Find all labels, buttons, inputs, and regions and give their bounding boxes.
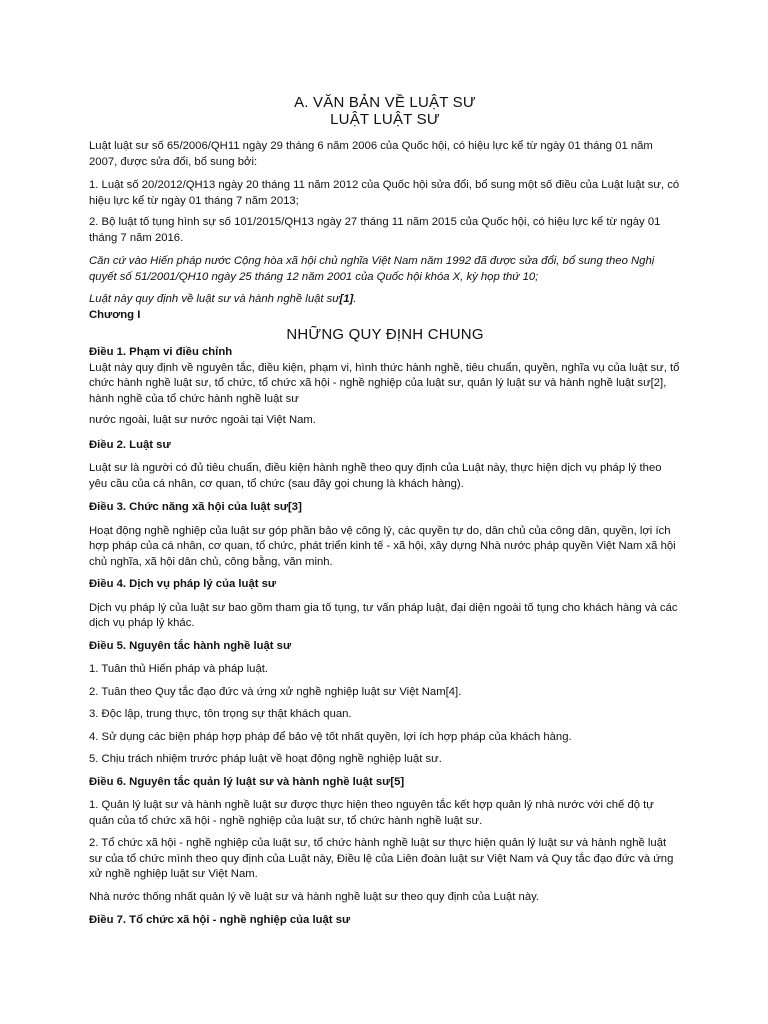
article-5-item: 4. Sử dụng các biện pháp hợp pháp để bảo vệ tốt nhất quyền, lợi ích hợp pháp của khách hàng. [89, 730, 572, 743]
heading-law-title: LUẬT LUẬT SƯ [330, 111, 440, 128]
document-content [89, 0, 681, 929]
article-6-item: Nhà nước thống nhất quản lý về luật sư và hành nghề luật sư theo quy định của Luật này. [89, 890, 540, 903]
scope-text: Luật này quy định về luật sư và hành nghề luật sư [89, 293, 340, 305]
chapter-label: Chương I [89, 308, 141, 321]
legal-basis: Căn cứ vào Hiến pháp nước Cộng hòa xã hội chủ nghĩa Việt Nam năm 1992 đã được sửa đổi, bổ sung theo Nghị quyết số 51/2001/QH10 ngày 25 tháng 12 năm 2001 của Quốc hội khóa X, kỳ họp thứ 10; [89, 255, 655, 283]
article-5-item: 2. Tuân theo Quy tắc đạo đức và ứng xử nghề nghiệp luật sư Việt Nam[4]. [89, 685, 462, 698]
article-4-title: Điều 4. Dịch vụ pháp lý của luật sư [89, 578, 277, 590]
amendment-2: 2. Bộ luật tố tụng hình sự số 101/2015/QH13 ngày 27 tháng 11 năm 2015 của Quốc hội, có hiệu lực kể từ ngày 01 tháng 7 năm 2016. [89, 216, 661, 244]
article-6-title: Điều 6. Nguyên tắc quản lý luật sư và hành nghề luật sư[5] [89, 775, 405, 788]
article-1-title: Điều 1. Phạm vi điều chỉnh [89, 346, 233, 358]
amendment-1: 1. Luật số 20/2012/QH13 ngày 20 tháng 11 năm 2012 của Quốc hội sửa đổi, bổ sung một số điều của Luật luật sư, có hiệu lực kể từ ngày 01 tháng 7 năm 2013; [89, 179, 680, 207]
article-5-item: 5. Chịu trách nhiệm trước pháp luật về hoạt động nghề nghiệp luật sư. [89, 753, 442, 765]
heading-section-a: A. VĂN BẢN VỀ LUẬT SƯ [294, 94, 476, 111]
article-5-title: Điều 5. Nguyên tắc hành nghề luật sư [89, 639, 292, 652]
chapter-title: NHỮNG QUY ĐỊNH CHUNG [286, 326, 484, 343]
article-6-item: 1. Quản lý luật sư và hành nghề luật sư được thực hiện theo nguyên tắc kết hợp quản lý nhà nước với chế độ tự quản của tổ chức xã hội - nghề nghiệp của luật sư, tổ chức hành nghề luật sư. [89, 799, 654, 827]
scope-statement [89, 292, 681, 308]
article-7-title: Điều 7. Tổ chức xã hội - nghề nghiệp của luật sư [89, 914, 351, 926]
scope-end: . [353, 293, 357, 305]
article-2-body: Luật sư là người có đủ tiêu chuẩn, điều kiện hành nghề theo quy định của Luật này, thực hiện dịch vụ pháp lý theo yêu cầu của cá nhân, cơ quan, tổ chức (sau đây gọi chung là khách hàng). [89, 462, 662, 490]
article-5-item: 1. Tuân thủ Hiến pháp và pháp luật. [89, 663, 269, 675]
article-1-continuation: nước ngoài, luật sư nước ngoài tại Việt Nam. [89, 414, 316, 426]
article-5-item: 3. Độc lập, trung thực, tôn trọng sự thật khách quan. [89, 708, 352, 720]
article-3-title: Điều 3. Chức năng xã hội của luật sư[3] [89, 501, 302, 513]
article-3-body: Hoạt động nghề nghiệp của luật sư góp phần bảo vệ công lý, các quyền tự do, dân chủ của công dân, quyền, lợi ích hợp pháp của cá nhân, cơ quan, tổ chức, phát triển kinh tế - xã hội, xây dựng Nhà nước pháp quyền Việt Nam xã hội chủ nghĩa, xã hội dân chủ, công bằng, văn minh. [89, 524, 676, 568]
footnote-link-1[interactable]: [1] [339, 293, 354, 305]
article-1-body: Luật này quy định về nguyên tắc, điều kiện, phạm vi, hình thức hành nghề, tiêu chuẩn, quyền, nghĩa vụ của luật sư, tổ chức hành nghề luật sư, tổ chức, tổ chức xã hội - nghề nghiệp của luật sư, quản lý luật sư và hành nghề luật sư[2], hành nghề của tổ chức hành nghề luật sư [89, 361, 680, 405]
article-6-item: 2. Tổ chức xã hội - nghề nghiệp của luật sư, tổ chức hành nghề luật sư thực hiện quản lý luật sư và hành nghề luật sư của tổ chức mình theo quy định của Luật này, Điều lệ của Liên đoàn luật sư Việt Nam và Quy tắc đạo đức và ứng xử nghề nghiệp luật sư Việt Nam. [89, 837, 674, 880]
intro-paragraph: Luật luật sư số 65/2006/QH11 ngày 29 tháng 6 năm 2006 của Quốc hội, có hiệu lực kể từ ngày 01 tháng 01 năm 2007, được sửa đổi, bổ sung bởi: [89, 140, 653, 168]
article-4-body: Dịch vụ pháp lý của luật sư bao gồm tham gia tố tụng, tư vấn pháp luật, đại diện ngoài tố tụng cho khách hàng và các dịch vụ pháp lý khác. [89, 601, 678, 629]
article-2-title: Điều 2. Luật sư [89, 438, 171, 451]
